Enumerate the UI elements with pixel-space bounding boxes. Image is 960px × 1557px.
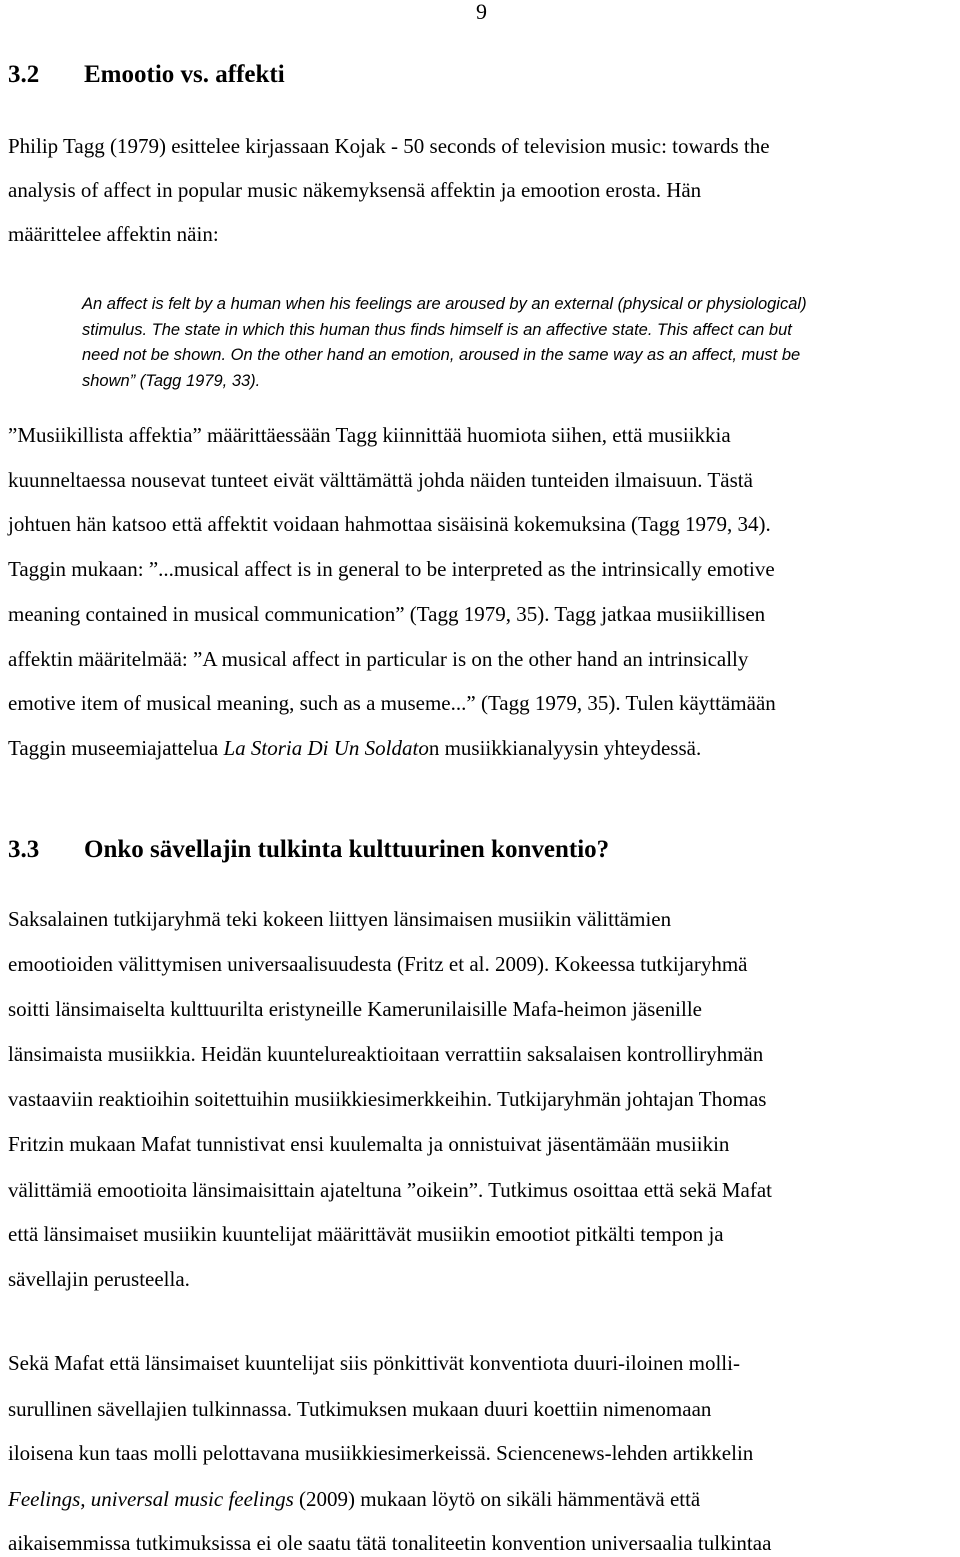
section-number: 3.3 xyxy=(8,836,40,863)
body-line: Taggin mukaan: ”...musical affect is in general to be interpreted as the intrinsically emotive xyxy=(8,557,775,581)
section-number: 3.2 xyxy=(8,61,40,88)
section-heading-3-2 xyxy=(8,60,285,90)
paragraph-line-with-title xyxy=(8,1486,700,1512)
quote-line: shown” (Tagg 1979, 33). xyxy=(82,372,261,390)
section-title: Onko sävellajin tulkinta kulttuurinen konventio? xyxy=(84,836,610,863)
body-line: johtuen hän katsoo että affektit voidaan hahmottaa sisäisinä kokemuksina (Tagg 1979, 34). xyxy=(8,512,771,536)
body-line: kuunneltaessa nousevat tunteet eivät välttämättä johda näiden tunteiden ilmaisuun. Tästä xyxy=(8,468,753,492)
quote-line: stimulus. The state in which this human thus finds himself is an affective state. This affect can but xyxy=(82,321,792,339)
paragraph-line: emootioiden välittymisen universaalisuudesta (Fritz et al. 2009). Kokeessa tutkijaryhmä xyxy=(8,952,748,976)
body-line: affektin määritelmää: ”A musical affect in particular is on the other hand an intrinsically xyxy=(8,647,749,671)
body-text: (2009) mukaan löytö on sikäli hämmentävä että xyxy=(293,1487,701,1511)
paragraph-line: sävellajin perusteella. xyxy=(8,1267,190,1291)
page-number: 9 xyxy=(476,0,487,24)
paragraph-line: iloisena kun taas molli pelottavana musiikkiesimerkeissä. Sciencenews-lehden artikkelin xyxy=(8,1441,754,1465)
body-line-with-title xyxy=(8,735,701,761)
paragraph-line: välittämiä emootioita länsimaisittain ajateltuna ”oikein”. Tutkimus osoittaa että sekä Mafat xyxy=(8,1178,772,1202)
paragraph-line: soitti länsimaiselta kulttuurilta eristyneille Kamerunilaisille Mafa-heimon jäsenille xyxy=(8,997,702,1021)
article-title: Feelings, universal music feelings xyxy=(8,1487,294,1511)
body-line: emotive item of musical meaning, such as a museme...” (Tagg 1979, 35). Tulen käyttämään xyxy=(8,691,776,715)
paragraph-line: Fritzin mukaan Mafat tunnistivat ensi kuulemalta ja onnistuivat jäsentämään musiikin xyxy=(8,1132,730,1156)
paragraph-line: vastaaviin reaktioihin soitettuihin musiikkiesimerkkeihin. Tutkijaryhmän johtajan Thomas xyxy=(8,1087,767,1111)
paragraph-line: että länsimaiset musiikin kuuntelijat määrittävät musiikin emootiot pitkälti tempon ja xyxy=(8,1222,724,1246)
body-text: Taggin museemiajattelua xyxy=(8,736,224,760)
paragraph-line: aikaisemmissa tutkimuksissa ei ole saatu tätä tonaliteetin konvention universaalia tulkintaa xyxy=(8,1531,772,1555)
intro-line: Philip Tagg (1979) esittelee kirjassaan Kojak - 50 seconds of television music: towards the xyxy=(8,134,770,158)
intro-line: analysis of affect in popular music näkemyksensä affektin ja emootion erosta. Hän xyxy=(8,178,702,202)
paragraph-line: Saksalainen tutkijaryhmä teki kokeen liittyen länsimaisen musiikin välittämien xyxy=(8,907,672,931)
body-line: meaning contained in musical communication” (Tagg 1979, 35). Tagg jatkaa musiikillisen xyxy=(8,602,766,626)
paragraph-line: Sekä Mafat että länsimaiset kuuntelijat siis pönkittivät konventiota duuri-iloinen molli- xyxy=(8,1351,740,1375)
intro-line: määrittelee affektin näin: xyxy=(8,222,219,246)
section-title: Emootio vs. affekti xyxy=(84,61,285,88)
work-title: La Storia Di Un Soldato xyxy=(223,736,429,760)
paragraph-line: surullinen sävellajien tulkinnassa. Tutkimuksen mukaan duuri koettiin nimenomaan xyxy=(8,1397,712,1421)
section-heading-3-3 xyxy=(8,835,609,865)
quote-line: An affect is felt by a human when his feelings are aroused by an external (physical or physiological) xyxy=(82,295,807,313)
quote-line: need not be shown. On the other hand an emotion, aroused in the same way as an affect, must be xyxy=(82,346,801,364)
body-text: n musiikkianalyysin yhteydessä. xyxy=(428,736,702,760)
body-line: ”Musiikillista affektia” määrittäessään Tagg kiinnittää huomiota siihen, että musiikkia xyxy=(8,423,731,447)
paragraph-line: länsimaista musiikkia. Heidän kuuntelureaktioitaan verrattiin saksalaisen kontrolliryhmän xyxy=(8,1042,764,1066)
